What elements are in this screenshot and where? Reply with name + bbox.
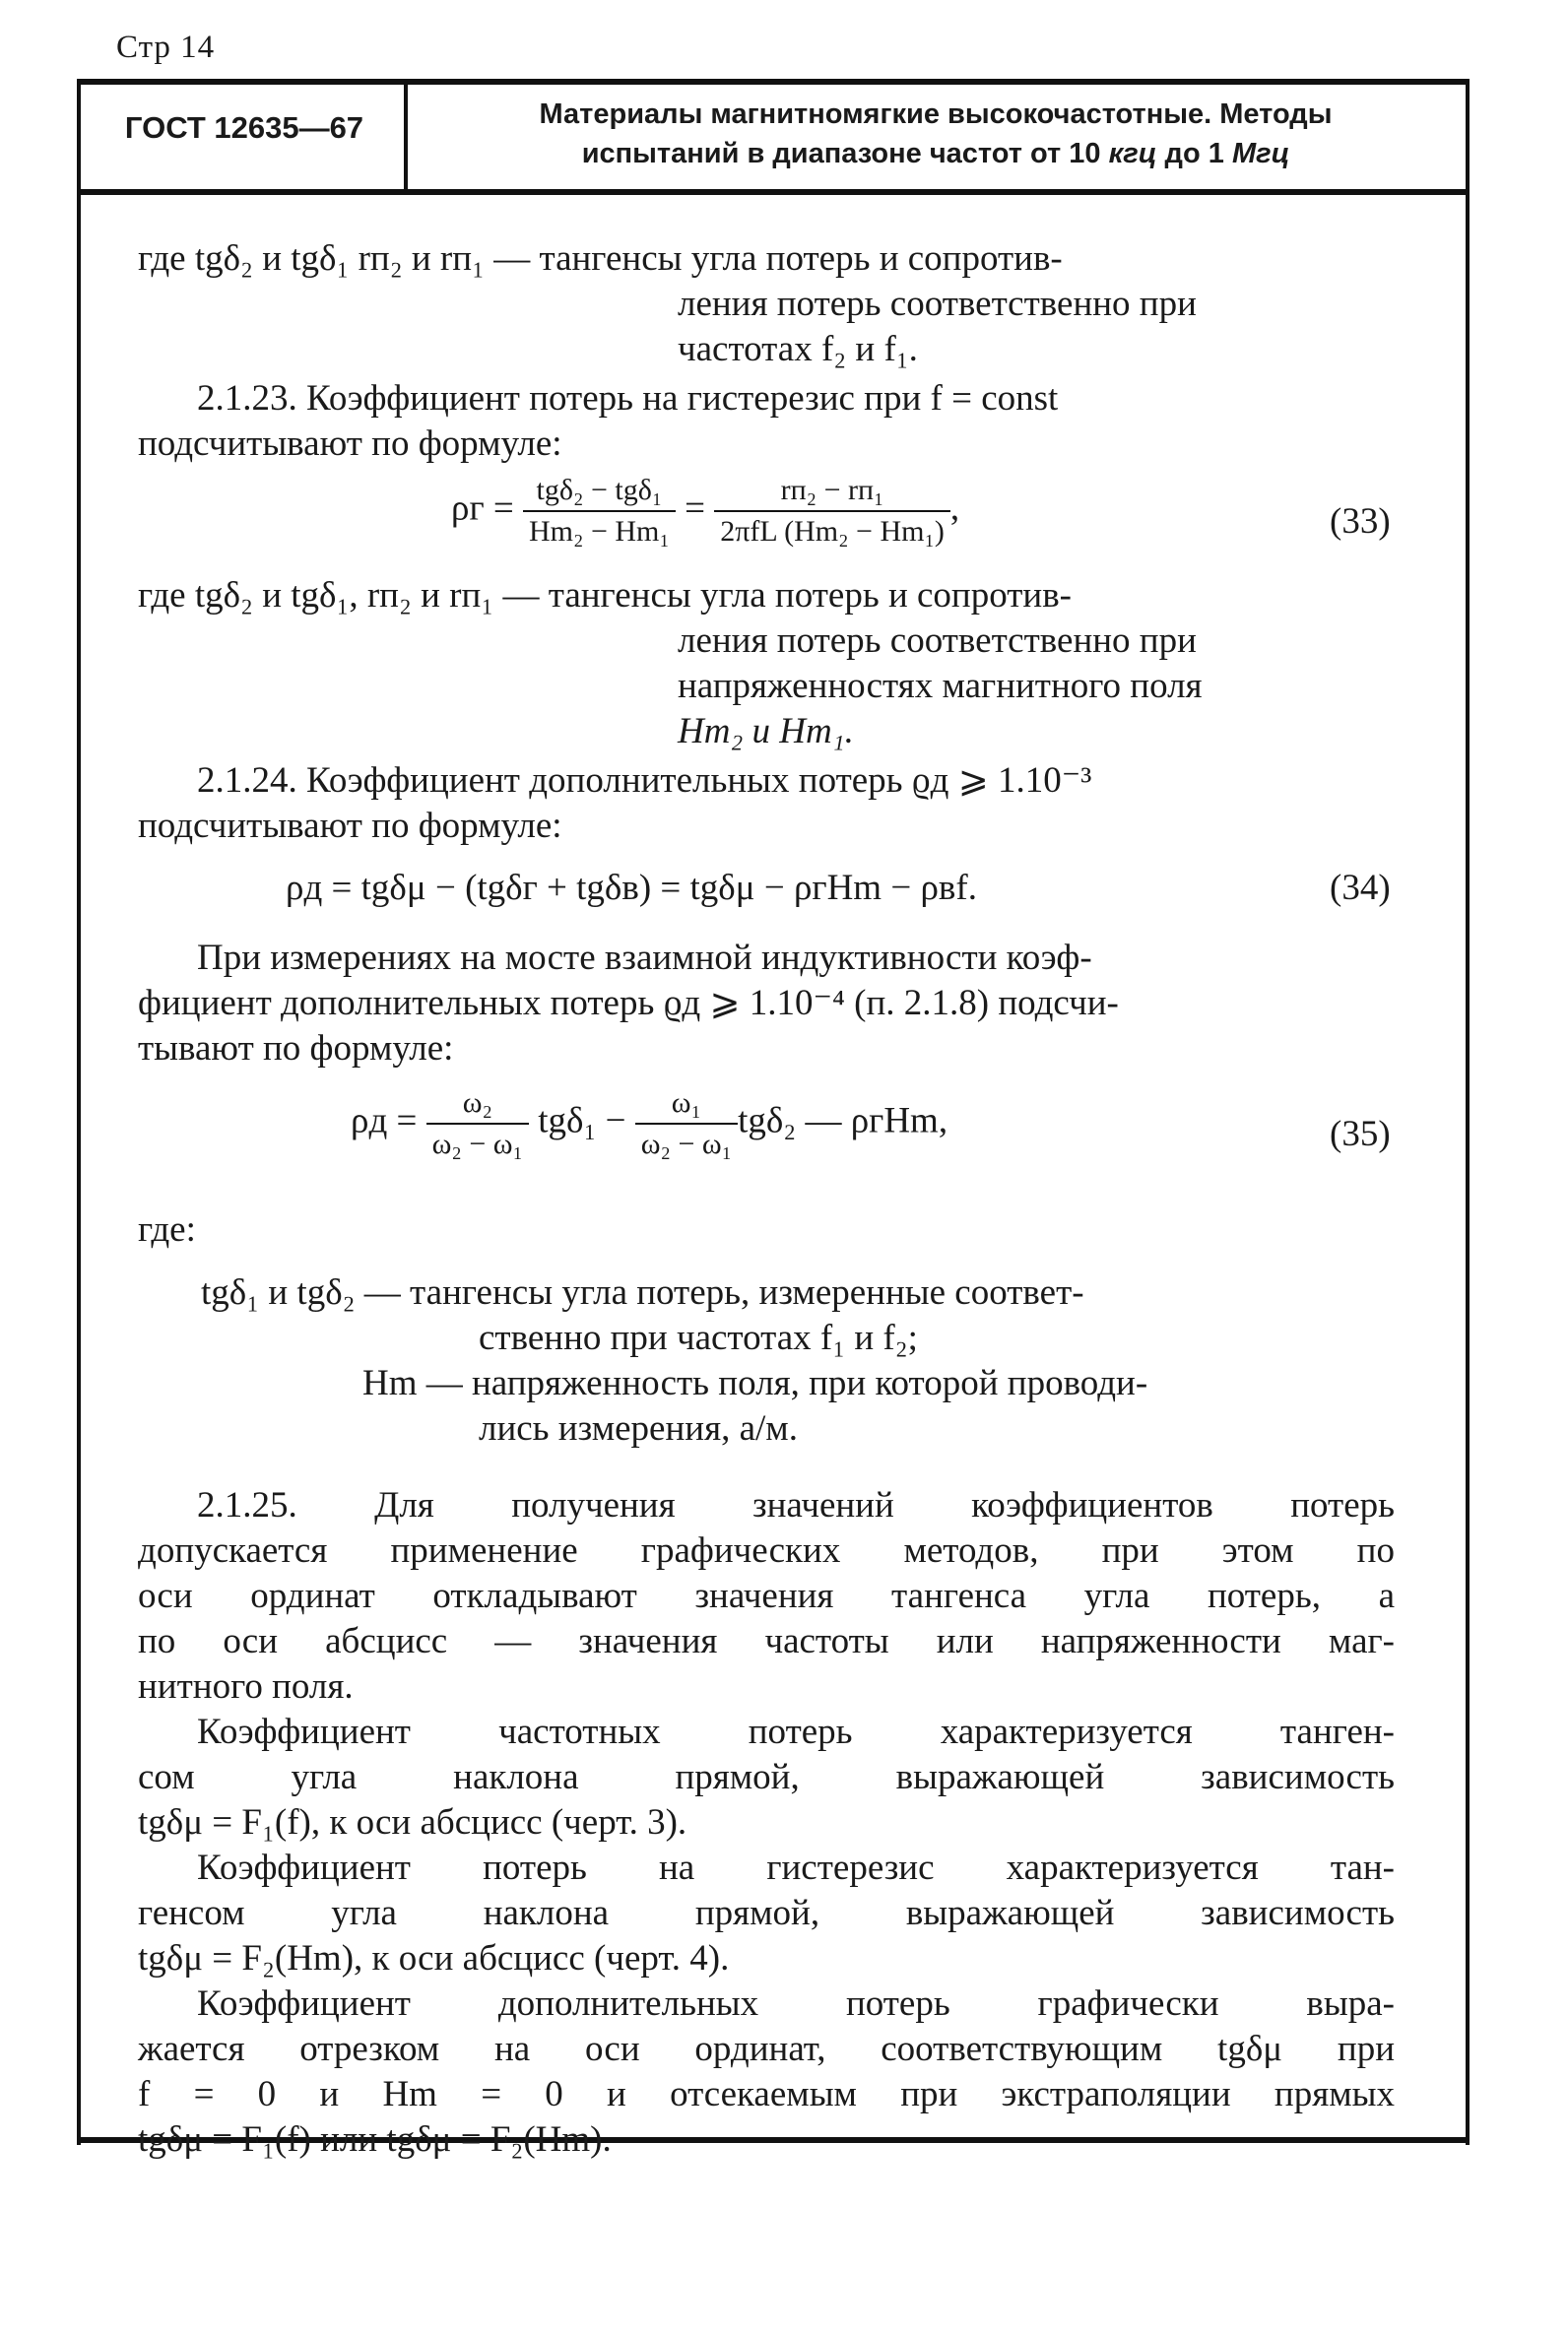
where-clause-1-line-2: ления потерь соответственно при [678, 284, 1197, 324]
section-2-1-25-line: нитного поля. [138, 1666, 354, 1707]
header-top-rule [77, 79, 1470, 85]
bridge-paragraph-line-2: фициент дополнительных потерь ϱд ⩾ 1.10⁻⁴ (п. 2.1.8) подсчи- [138, 983, 1119, 1023]
eq35-fraction-2: $\frac{\text{ω₁}}{\text{ω₂ − ω₁}}$ [635, 1083, 738, 1164]
frequency-loss-paragraph [138, 1710, 1395, 1846]
frequency-loss-line: Коэффициент частотных потерь характеризуется танген- [197, 1712, 1395, 1752]
hysteresis-loss-line: генсом угла наклона прямой, выражающей зависимость [138, 1893, 1395, 1933]
frequency-loss-line: сом угла наклона прямой, выражающей зависимость [138, 1757, 1395, 1797]
header-bottom-rule [77, 189, 1470, 195]
page-number: Стр 14 [116, 30, 216, 65]
header-divider [404, 85, 408, 189]
additional-loss-line: жается отрезком на оси ординат, соответствующим tgδμ при [138, 2029, 1395, 2069]
equation-34: ρд = tgδμ − (tgδг + tgδв) = tgδμ − ρгHm − ρвf. [286, 868, 977, 908]
eq33-fraction-2: $\frac{\text{rп₂ − rп₁}}{\text{2πfL (Hm₂ − Hm₁)}}$ [714, 471, 950, 552]
additional-loss-paragraph [138, 1981, 1395, 2163]
definition-2-line-2: лись измерения, а/м. [479, 1408, 798, 1449]
title-line-1: Материалы магнитномягкие высокочастотные. Методы [539, 98, 1333, 130]
section-2-1-24-line-1: 2.1.24. Коэффициент дополнительных потерь ϱд ⩾ 1.10⁻³ [197, 760, 1092, 801]
hysteresis-loss-line: tgδμ = F₂(Hm), к оси абсцисс (черт. 4). [138, 1938, 730, 1979]
standard-id: ГОСТ 12635—67 [124, 110, 364, 145]
hysteresis-loss-line: Коэффициент потерь на гистерезис характеризуется тан- [197, 1848, 1395, 1888]
section-2-1-25 [138, 1483, 1395, 1710]
where-clause-2-line-3: напряженностях магнитного поля [678, 666, 1203, 706]
section-2-1-23-line-1: 2.1.23. Коэффициент потерь на гистерезис при f = const [197, 378, 1059, 419]
title-line-2: испытаний в диапазоне частот от 10 кгц до 1 Мгц [581, 138, 1290, 169]
additional-loss-line: Коэффициент дополнительных потерь графически выра- [197, 1983, 1395, 2024]
section-2-1-25-line: по оси абсцисс — значения частоты или напряженности маг- [138, 1621, 1395, 1661]
equation-34-number: (34) [1330, 868, 1391, 908]
bridge-paragraph-line-3: тывают по формуле: [138, 1028, 454, 1069]
section-2-1-23-line-2: подсчитывают по формуле: [138, 423, 562, 464]
where-clause-2-line-4: Hm₂ и Hm₁. [678, 711, 854, 751]
additional-loss-line: tgδμ = F₁(f) или tgδμ = F₂(Hm). [138, 2119, 612, 2160]
section-2-1-25-line: 2.1.25. Для получения значений коэффициентов потерь [197, 1485, 1395, 1526]
standard-title [424, 95, 1448, 173]
equation-33-number: (33) [1330, 501, 1391, 542]
section-2-1-25-line: допускается применение графических методов, при этом по [138, 1530, 1395, 1571]
equation-35: ρд = $\frac{\text{ω₂}}{\text{ω₂ − ω₁}}$ tgδ₁ − $\frac{\text{ω₁}}{\text{ω₂ − ω₁}}$ tgδ₂ — ρгHm, [351, 1083, 947, 1164]
where-clause-2: где tgδ₂ и tgδ₁, rп₂ и rп₁ — тангенсы угла потерь и сопротив- [138, 575, 1072, 616]
additional-loss-line: f = 0 и Hm = 0 и отсекаемым при экстраполяции прямых [138, 2074, 1395, 2114]
frequency-loss-line: tgδμ = F₁(f), к оси абсцисс (черт. 3). [138, 1802, 687, 1843]
section-2-1-24-line-2: подсчитывают по формуле: [138, 806, 562, 846]
definition-1-line-1: tgδ₁ и tgδ₂ — тангенсы угла потерь, измеренные соответ- [201, 1272, 1084, 1313]
bridge-paragraph-line-1: При измерениях на мосте взаимной индуктивности коэф- [197, 938, 1092, 978]
equation-35-number: (35) [1330, 1114, 1391, 1154]
definition-1-line-2: ственно при частотах f₁ и f₂; [479, 1318, 918, 1358]
equation-33: ρг = $\frac{\text{tgδ₂ − tgδ₁}}{\text{Hm₂ − Hm₁}}$ = $\frac{\text{rп₂ − rп₁}}{\text{2πfL (Hm₂ − Hm₁)}}$ , [451, 471, 959, 552]
section-2-1-25-line: оси ординат откладывают значения тангенса угла потерь, а [138, 1576, 1395, 1616]
where-clause-1: где tgδ₂ и tgδ₁ rп₂ и rп₁ — тангенсы угла потерь и сопротив- [138, 238, 1063, 279]
hysteresis-loss-paragraph [138, 1846, 1395, 1981]
where-clause-1-line-3: частотах f₂ и f₁. [678, 329, 918, 369]
eq35-fraction-1: $\frac{\text{ω₂}}{\text{ω₂ − ω₁}}$ [426, 1083, 529, 1164]
where-label: где: [138, 1209, 196, 1250]
definition-2-line-1: Hm — напряженность поля, при которой проводи- [362, 1363, 1148, 1403]
eq33-fraction-1: $\frac{\text{tgδ₂ − tgδ₁}}{\text{Hm₂ − Hm₁}}$ [523, 471, 676, 552]
where-clause-2-line-2: ления потерь соответственно при [678, 620, 1197, 661]
